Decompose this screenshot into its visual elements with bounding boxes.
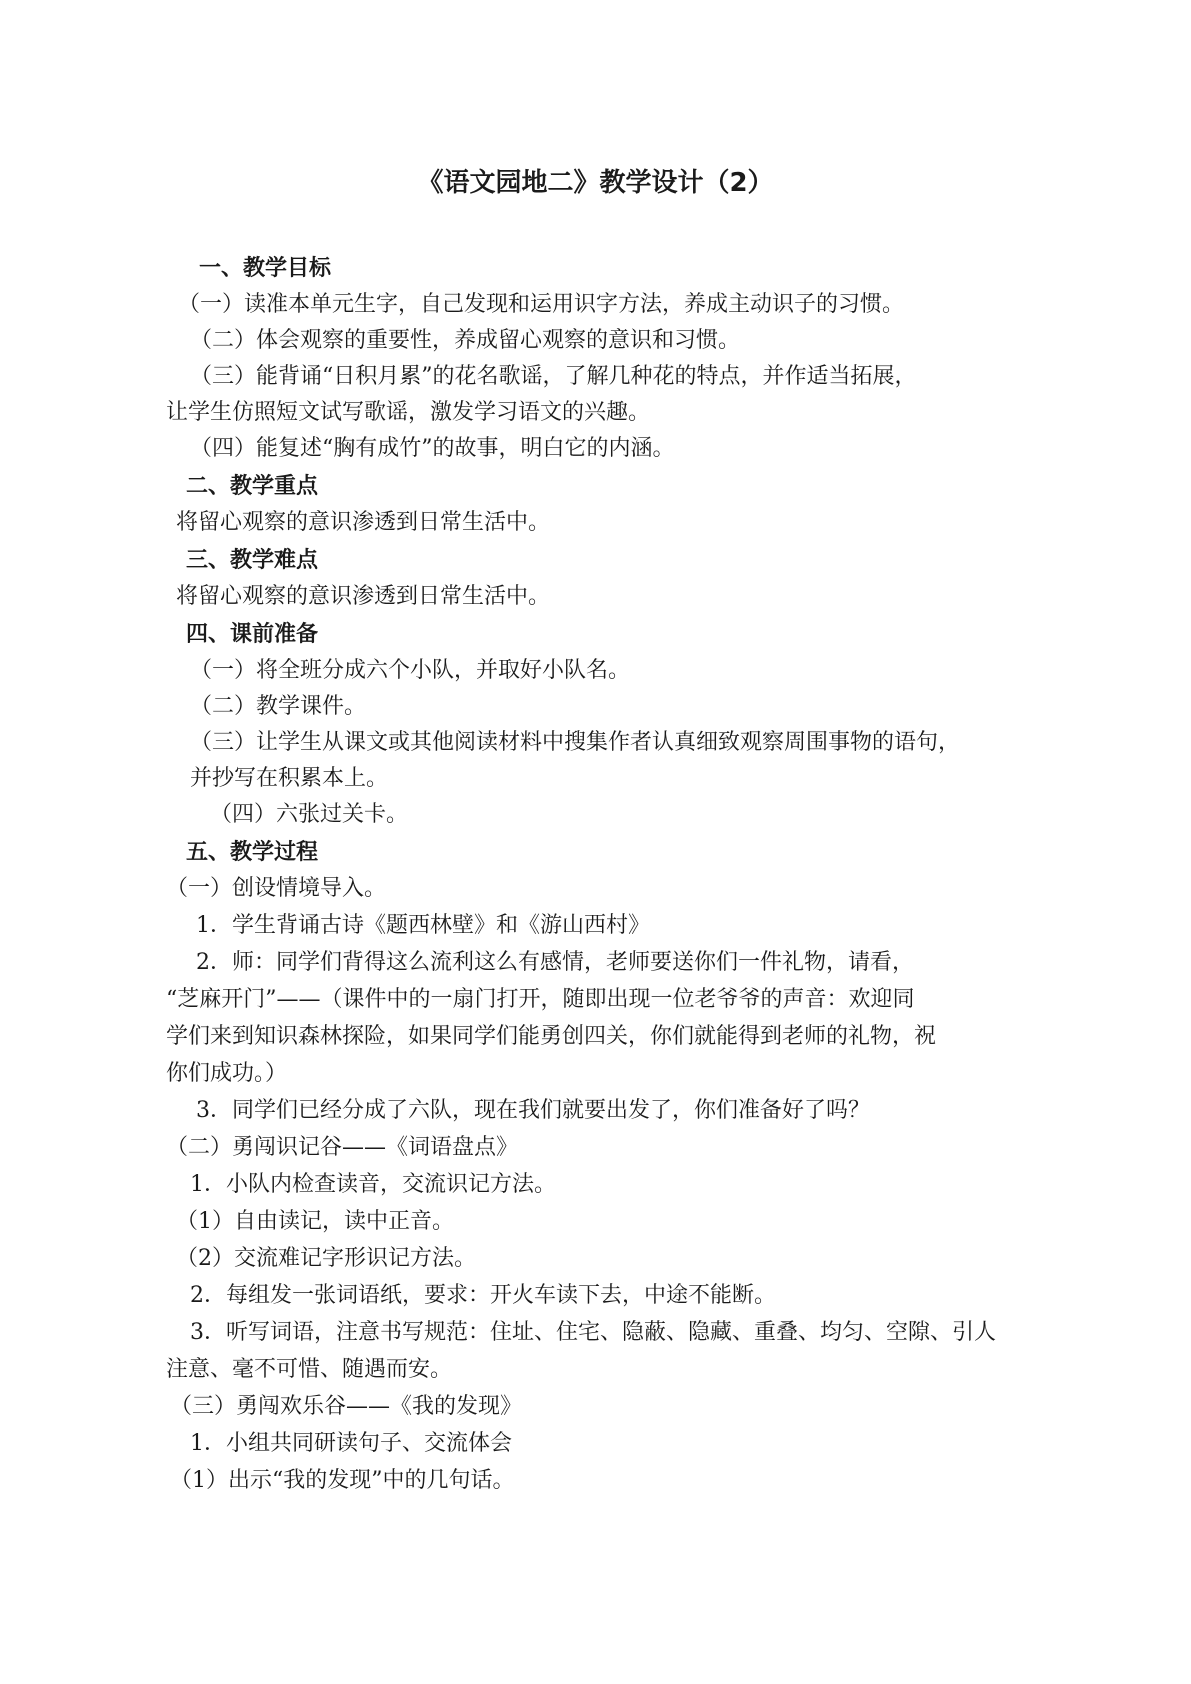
paragraph-line: （一）创设情境导入。 (166, 876, 387, 901)
section-heading-preparation: 四、课前准备 (186, 622, 319, 647)
paragraph-line: （一）将全班分成六个小队，并取好小队名。 (190, 658, 631, 683)
paragraph-line: （二）教学课件。 (190, 694, 367, 719)
paragraph-line: （二）体会观察的重要性，养成留心观察的意识和习惯。 (190, 328, 741, 353)
document-title: 《语文园地二》教学设计（2） (417, 168, 774, 198)
paragraph-line: 1．学生背诵古诗《题西林壁》和《游山西村》 (196, 913, 650, 938)
paragraph-line: （2）交流难记字形识记方法。 (176, 1246, 476, 1271)
section-heading-key-points: 二、教学重点 (186, 474, 319, 499)
paragraph-line: （三）能背诵“日积月累”的花名歌谣，了解几种花的特点，并作适当拓展， (190, 364, 917, 389)
section-heading-process: 五、教学过程 (186, 840, 319, 865)
paragraph-line: （二）勇闯识记谷——《词语盘点》 (166, 1135, 519, 1160)
paragraph-line: （1）出示“我的发现”中的几句话。 (170, 1468, 515, 1493)
paragraph-line: 1．小组共同研读句子、交流体会 (190, 1431, 512, 1456)
paragraph-line: （四）六张过关卡。 (210, 802, 409, 827)
paragraph-line: （四）能复述“胸有成竹”的故事，明白它的内涵。 (190, 436, 675, 461)
paragraph-line: （三）勇闯欢乐谷——《我的发现》 (170, 1394, 523, 1419)
paragraph-line: “芝麻开门”——（课件中的一扇门打开，随即出现一位老爷爷的声音：欢迎同 (166, 987, 915, 1012)
paragraph-line: 将留心观察的意识渗透到日常生活中。 (176, 510, 551, 535)
paragraph-line: 并抄写在积累本上。 (190, 766, 389, 791)
paragraph-line: （一）读准本单元生字，自己发现和运用识字方法，养成主动识子的习惯。 (178, 292, 905, 317)
section-heading-difficulties: 三、教学难点 (186, 548, 319, 573)
paragraph-line: 学们来到知识森林探险，如果同学们能勇创四关，你们就能得到老师的礼物，祝 (166, 1024, 937, 1049)
paragraph-line: 1．小队内检查读音，交流识记方法。 (190, 1172, 556, 1197)
paragraph-line: 2．每组发一张词语纸，要求：开火车读下去，中途不能断。 (190, 1283, 776, 1308)
paragraph-line: （三）让学生从课文或其他阅读材料中搜集作者认真细致观察周围事物的语句， (190, 730, 961, 755)
paragraph-line: （1）自由读记，读中正音。 (176, 1209, 454, 1234)
paragraph-line: 让学生仿照短文试写歌谣，激发学习语文的兴趣。 (166, 400, 651, 425)
paragraph-line: 注意、毫不可惜、随遇而安。 (166, 1357, 453, 1382)
paragraph-line: 3．同学们已经分成了六队，现在我们就要出发了，你们准备好了吗？ (196, 1098, 870, 1123)
paragraph-line: 2．师：同学们背得这么流利这么有感情，老师要送你们一件礼物，请看， (196, 950, 914, 975)
paragraph-line: 3．听写词语，注意书写规范：住址、住宅、隐蔽、隐藏、重叠、均匀、空隙、引人 (190, 1320, 996, 1345)
section-heading-objectives: 一、教学目标 (199, 256, 332, 281)
paragraph-line: 你们成功。） (166, 1061, 288, 1086)
paragraph-line: 将留心观察的意识渗透到日常生活中。 (176, 584, 551, 609)
